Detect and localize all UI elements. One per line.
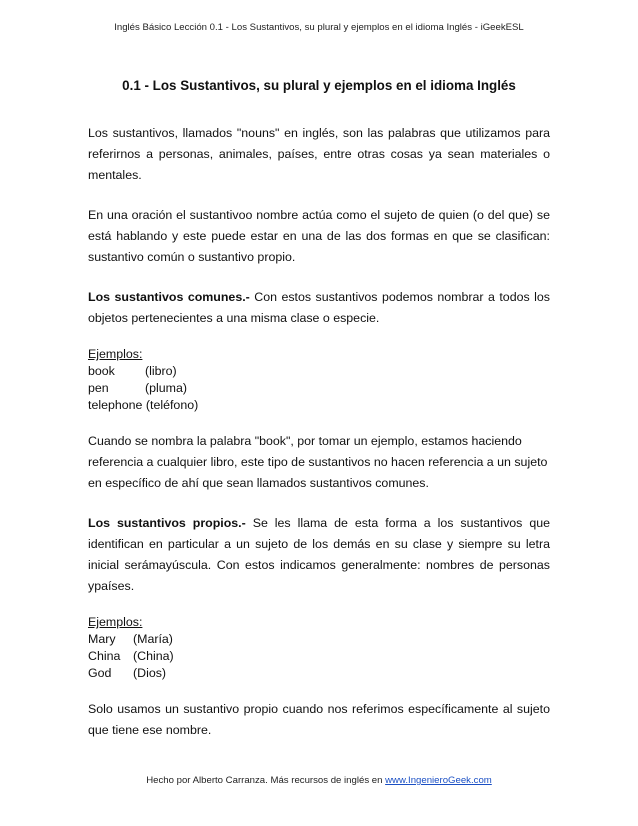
example-row (88, 397, 550, 414)
proper-nouns-paragraph (88, 513, 550, 597)
example-english: pen (88, 381, 109, 395)
example-spanish: (libro) (145, 364, 177, 378)
closing-paragraph: Solo usamos un sustantivo propio cuando nos referimos específicamente al sujeto que tiene ese nombre. (88, 702, 550, 737)
example-row (88, 631, 550, 648)
proper-examples (88, 614, 550, 682)
intro-paragraph: Los sustantivos, llamados "nouns" en inglés, son las palabras que utilizamos para referirnos a personas, animales, países, entre otras cosas ya sean materiales o mentales. (88, 126, 550, 182)
common-explain-paragraph: Cuando se nombra la palabra "book", por tomar un ejemplo, estamos haciendo referencia a cualquier libro, este tipo de sustantivos no hacen referencia a un sujeto en específico de ahí que sean llamados sustantivos comunes. (88, 434, 548, 490)
example-row (88, 380, 550, 397)
example-english: telephone (88, 398, 143, 412)
common-nouns-text: Con estos sustantivos podemos nombrar a todos los objetos pertenecientes a una misma clase o especie. (88, 290, 550, 325)
example-spanish: (Dios) (133, 666, 167, 680)
footer-text: Hecho por Alberto Carranza. Más recursos de inglés en (146, 775, 386, 786)
example-english: China (88, 649, 121, 663)
example-english: Mary (88, 632, 116, 646)
example-spanish: (María) (133, 632, 173, 646)
example-english: God (88, 666, 112, 680)
proper-nouns-label: Los sustantivos propios.- (88, 516, 246, 530)
proper-nouns-text: Se les llama de esta forma a los sustantivos que identifican en particular a un sujeto de los demás en su clase y siempre su letra inicial serámayúscula. Con estos indicamos generalmente: nombres de personas ypaíses. (88, 516, 550, 593)
page-title: 0.1 - Los Sustantivos, su plural y ejemplos en el idioma Inglés (122, 78, 516, 93)
example-spanish: (teléfono) (145, 398, 199, 412)
example-english: book (88, 364, 115, 378)
page-footer (0, 775, 638, 786)
footer-link[interactable]: www.IngenieroGeek.com (385, 775, 492, 786)
document-body (88, 123, 550, 741)
common-nouns-label: Los sustantivos comunes.- (88, 290, 250, 304)
example-row (88, 363, 550, 380)
common-examples (88, 346, 550, 414)
common-nouns-paragraph (88, 287, 550, 329)
example-spanish: (pluma) (145, 381, 187, 395)
example-spanish: (China) (133, 649, 174, 663)
example-row (88, 648, 550, 665)
example-row (88, 665, 550, 682)
page-header: Inglés Básico Lección 0.1 - Los Sustantivos, su plural y ejemplos en el idioma Inglés - iGeekESL (114, 22, 524, 33)
common-examples-heading: Ejemplos: (88, 347, 143, 361)
sentence-paragraph: En una oración el sustantivoo nombre actúa como el sujeto de quien (o del que) se está hablando y este puede estar en una de las dos formas en que se clasifican: sustantivo común o sustantivo propio. (88, 208, 550, 264)
proper-examples-heading: Ejemplos: (88, 615, 143, 629)
